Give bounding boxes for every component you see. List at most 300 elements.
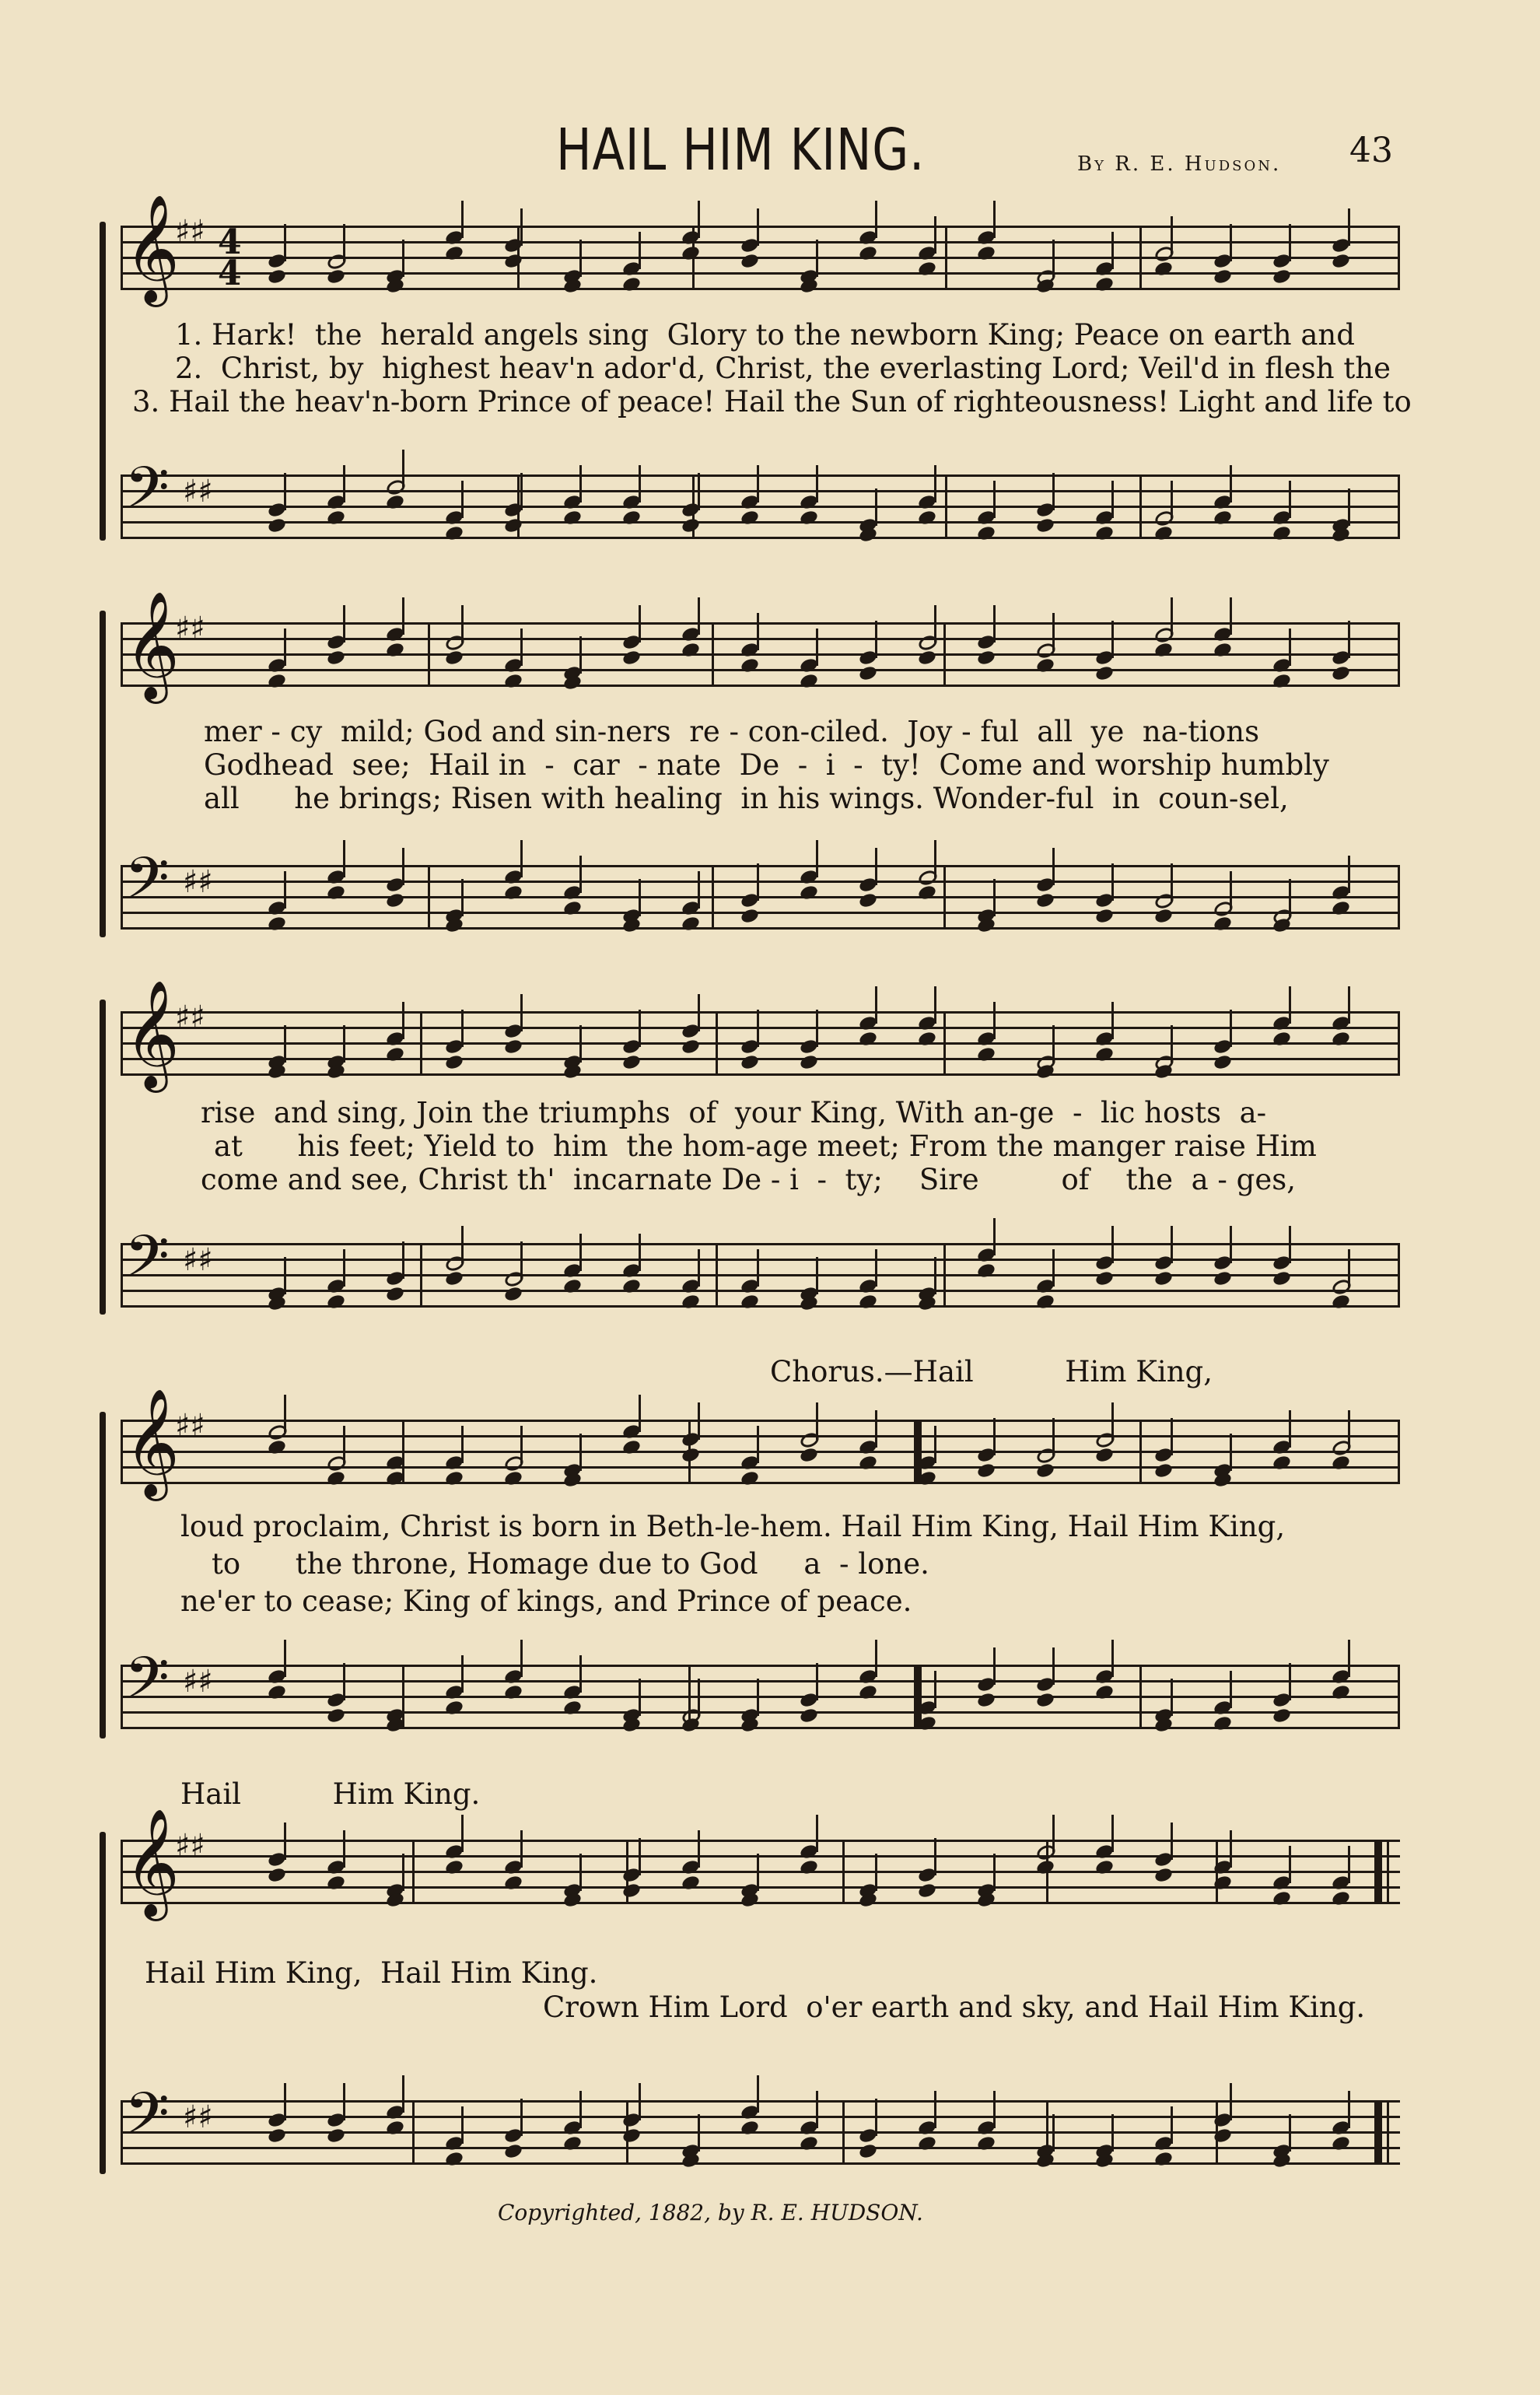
lyric-verse-2: at his feet; Yield to him the hom-age meet; From the manger raise Him: [214, 1129, 1317, 1163]
note-stem: [402, 1426, 404, 1463]
note-stem: [343, 840, 345, 877]
note-head: [326, 509, 346, 526]
note-stem: [461, 1226, 464, 1263]
note-head: [681, 1874, 701, 1891]
note-head: [917, 649, 937, 666]
note-stem: [284, 473, 286, 510]
treble-clef-icon: 𝄞: [124, 194, 180, 303]
note-stem: [520, 1640, 523, 1677]
note-stem: [757, 1249, 759, 1287]
note-head: [1272, 268, 1292, 285]
note-stem: [1289, 629, 1291, 666]
note-stem: [639, 232, 641, 269]
note-stem: [343, 605, 345, 643]
note-stem: [1230, 1010, 1232, 1047]
treble-clef-icon: 𝄞: [124, 591, 180, 699]
note-stem: [402, 2075, 404, 2113]
note-head: [1272, 1707, 1292, 1724]
note-head: [326, 1874, 346, 1891]
system-brace: [100, 1832, 106, 2174]
note-head: [1331, 2134, 1351, 2152]
system-brace: [100, 611, 106, 937]
note-head: [1331, 1454, 1351, 1471]
note-stem: [875, 2099, 877, 2136]
note-stem: [875, 488, 877, 526]
note-stem: [579, 465, 582, 502]
note-head: [562, 1699, 583, 1716]
note-stem: [520, 629, 523, 666]
note-head: [1035, 1462, 1055, 1479]
note-head: [1213, 268, 1233, 285]
note-stem: [1230, 1671, 1232, 1708]
bass-staff: [121, 454, 1400, 537]
note-stem: [1289, 1846, 1291, 1883]
note-head: [503, 2142, 523, 2159]
copyright-notice: Copyrighted, 1882, by R. E. HUDSON.: [498, 2200, 923, 2225]
note-head: [1272, 1454, 1292, 1471]
note-head: [1213, 1053, 1233, 1070]
treble-clef-icon: 𝄞: [124, 1809, 180, 1917]
note-head: [1213, 1714, 1233, 1731]
note-stem: [1230, 1830, 1232, 1868]
note-stem: [402, 597, 404, 635]
note-head: [799, 1053, 819, 1070]
note-head: [858, 2142, 878, 2159]
note-stem: [1111, 1815, 1114, 1852]
note-head: [917, 2134, 937, 2152]
note-stem: [520, 840, 523, 877]
note-stem: [1171, 481, 1173, 518]
note-head: [621, 1882, 642, 1899]
note-stem: [934, 986, 936, 1024]
note-stem: [520, 1241, 523, 1279]
note-head: [503, 516, 523, 534]
note-stem: [875, 1640, 877, 1677]
note-head: [267, 516, 287, 534]
note-stem: [284, 2083, 286, 2120]
note-head: [858, 1293, 878, 1310]
note-stem: [1230, 224, 1232, 261]
note-stem: [993, 2091, 996, 2128]
note-head: [1272, 524, 1292, 541]
note-stem: [343, 465, 345, 502]
note-stem: [875, 986, 877, 1024]
note-head: [267, 1438, 287, 1455]
note-head: [976, 1262, 996, 1279]
bass-clef-icon: 𝄢: [124, 2080, 170, 2162]
note-stem: [698, 597, 700, 635]
note-head: [267, 672, 287, 689]
note-stem: [639, 2083, 641, 2120]
note-stem: [875, 621, 877, 658]
note-head: [740, 252, 760, 269]
note-head: [1035, 1858, 1055, 1875]
note-head: [1153, 260, 1174, 277]
note-stem: [993, 1218, 996, 1255]
note-stem: [343, 1663, 345, 1700]
note-stem: [284, 1640, 286, 1677]
note-stem: [816, 1257, 818, 1294]
note-stem: [698, 1402, 700, 1440]
note-stem: [1230, 1226, 1232, 1263]
treble-staff: [121, 980, 1400, 1088]
note-stem: [1230, 2083, 1232, 2120]
note-stem: [1289, 986, 1291, 1024]
note-stem: [816, 2091, 818, 2128]
note-head: [444, 649, 464, 666]
note-head: [740, 657, 760, 674]
note-stem: [1052, 1418, 1055, 1455]
note-head: [503, 252, 523, 269]
note-stem: [1171, 1025, 1173, 1063]
chorus-label: Chorus.—Hail Him King,: [770, 1355, 1213, 1388]
note-stem: [579, 1655, 582, 1693]
note-head: [917, 509, 937, 526]
note-head: [385, 1045, 405, 1063]
note-head: [1094, 1269, 1115, 1287]
note-stem: [1052, 1815, 1055, 1852]
note-head: [1035, 516, 1055, 534]
note-stem: [579, 636, 582, 674]
note-stem: [1111, 1402, 1114, 1440]
note-head: [1153, 524, 1174, 541]
bass-clef-icon: 𝄢: [124, 1223, 170, 1304]
note-stem: [284, 224, 286, 261]
note-stem: [461, 1426, 464, 1463]
note-stem: [934, 2091, 936, 2128]
note-head: [326, 268, 346, 285]
note-head: [858, 1683, 878, 1700]
note-stem: [1052, 1025, 1055, 1063]
note-head: [444, 1269, 464, 1287]
note-stem: [934, 1838, 936, 1875]
note-stem: [1230, 597, 1232, 635]
note-stem: [1111, 1002, 1114, 1039]
note-stem: [461, 1010, 464, 1047]
key-signature-icon: ♯♯: [183, 474, 213, 509]
note-stem: [1052, 473, 1055, 510]
bass-clef-icon: 𝄢: [124, 1644, 170, 1726]
note-head: [858, 891, 878, 909]
note-stem: [934, 1257, 936, 1294]
note-stem: [461, 2106, 464, 2144]
note-stem: [579, 1854, 582, 1891]
note-head: [1094, 1858, 1115, 1875]
note-head: [1153, 641, 1174, 658]
note-stem: [757, 1426, 759, 1463]
note-stem: [875, 1410, 877, 1448]
note-stem: [402, 1241, 404, 1279]
note-stem: [816, 1010, 818, 1047]
note-stem: [639, 1234, 641, 1271]
treble-staff: [121, 591, 1400, 699]
note-stem: [1052, 613, 1055, 650]
lyric-verse-3: ne'er to cease; King of kings, and Prince of peace.: [180, 1584, 912, 1618]
note-stem: [402, 1002, 404, 1039]
note-head: [917, 1030, 937, 1047]
note-stem: [934, 605, 936, 643]
note-stem: [579, 1434, 582, 1471]
note-stem: [1230, 465, 1232, 502]
note-head: [503, 1038, 523, 1055]
note-stem: [1348, 1249, 1350, 1287]
note-head: [1035, 1293, 1055, 1310]
note-head: [976, 1691, 996, 1708]
note-stem: [1111, 232, 1114, 269]
note-head: [621, 2127, 642, 2144]
note-stem: [1289, 1410, 1291, 1448]
note-head: [1213, 641, 1233, 658]
note-head: [385, 2119, 405, 2136]
note-stem: [698, 871, 700, 909]
note-head: [681, 641, 701, 658]
note-stem: [816, 840, 818, 877]
lyric-verse-2: Godhead see; Hail in - car - nate De - i - ty! Come and worship humbly: [204, 748, 1329, 782]
note-head: [444, 1858, 464, 1875]
note-head: [326, 649, 346, 666]
note-head: [444, 1053, 464, 1070]
note-head: [740, 1053, 760, 1070]
note-stem: [1052, 848, 1055, 885]
note-head: [503, 1683, 523, 1700]
time-signature: 4 4: [218, 222, 242, 293]
note-head: [799, 884, 819, 901]
note-head: [503, 672, 523, 689]
note-head: [1272, 1889, 1292, 1907]
note-stem: [639, 1838, 641, 1875]
note-head: [1035, 657, 1055, 674]
note-head: [740, 2119, 760, 2136]
note-head: [444, 244, 464, 261]
note-stem: [1348, 1846, 1350, 1883]
note-head: [385, 1285, 405, 1302]
note-stem: [461, 879, 464, 916]
key-signature-icon: ♯♯: [175, 1000, 205, 1035]
note-head: [976, 1462, 996, 1479]
hymn-title: HAIL HIM KING.: [556, 117, 926, 184]
treble-staff: [121, 1388, 1400, 1497]
note-stem: [698, 201, 700, 238]
note-stem: [639, 1010, 641, 1047]
system-brace: [100, 1412, 106, 1738]
note-head: [326, 1469, 346, 1486]
note-head: [444, 1699, 464, 1716]
note-stem: [875, 1854, 877, 1891]
note-head: [385, 891, 405, 909]
bass-staff: [121, 1644, 1400, 1727]
note-head: [385, 493, 405, 510]
note-stem: [816, 629, 818, 666]
note-head: [740, 509, 760, 526]
note-stem: [934, 216, 936, 254]
note-head: [621, 649, 642, 666]
note-stem: [816, 465, 818, 502]
note-head: [740, 1469, 760, 1486]
note-head: [385, 641, 405, 658]
note-stem: [816, 240, 818, 277]
note-stem: [520, 1426, 523, 1463]
note-head: [562, 1277, 583, 1294]
note-head: [326, 1293, 346, 1310]
note-stem: [520, 473, 523, 510]
note-head: [681, 915, 701, 932]
note-stem: [1052, 1647, 1055, 1685]
note-stem: [757, 1679, 759, 1716]
note-stem: [993, 201, 996, 238]
note-stem: [816, 1402, 818, 1440]
note-stem: [520, 994, 523, 1031]
note-stem: [816, 1663, 818, 1700]
note-stem: [461, 481, 464, 518]
note-stem: [934, 840, 936, 877]
note-stem: [579, 1234, 582, 1271]
note-stem: [757, 613, 759, 650]
note-head: [1331, 1293, 1351, 1310]
note-head: [740, 1293, 760, 1310]
note-head: [740, 907, 760, 924]
note-head: [1094, 1446, 1115, 1463]
note-stem: [402, 1854, 404, 1891]
note-stem: [875, 201, 877, 238]
note-stem: [757, 1010, 759, 1047]
note-stem: [579, 2091, 582, 2128]
key-signature-icon: ♯♯: [175, 1408, 205, 1444]
note-stem: [698, 1830, 700, 1868]
note-head: [917, 260, 937, 277]
note-head: [858, 1454, 878, 1471]
bass-clef-icon: 𝄢: [124, 454, 170, 536]
note-head: [1213, 915, 1233, 932]
note-stem: [757, 2075, 759, 2113]
note-stem: [1348, 856, 1350, 893]
note-head: [1094, 1045, 1115, 1063]
note-stem: [1348, 488, 1350, 526]
treble-clef-icon: 𝄞: [124, 980, 180, 1088]
note-head: [1153, 1866, 1174, 1883]
note-head: [562, 509, 583, 526]
note-stem: [1348, 208, 1350, 246]
note-stem: [1289, 224, 1291, 261]
note-head: [799, 509, 819, 526]
note-head: [799, 1446, 819, 1463]
note-stem: [698, 2114, 700, 2152]
note-stem: [402, 450, 404, 487]
lyric-verse-2: 2. Christ, by highest heav'n ador'd, Christ, the everlasting Lord; Veil'd in flesh the: [175, 352, 1391, 385]
note-head: [1035, 891, 1055, 909]
note-head: [267, 268, 287, 285]
note-head: [1153, 1269, 1174, 1287]
note-stem: [461, 1815, 464, 1852]
note-stem: [639, 1395, 641, 1432]
note-stem: [284, 629, 286, 666]
note-stem: [1230, 1434, 1232, 1471]
note-stem: [1230, 871, 1232, 909]
note-head: [681, 1038, 701, 1055]
note-stem: [1348, 1640, 1350, 1677]
note-head: [326, 2127, 346, 2144]
lyric-verse-3: all he brings; Risen with healing in his wings. Wonder-ful in coun-sel,: [204, 782, 1289, 815]
note-head: [799, 1858, 819, 1875]
note-stem: [1052, 240, 1055, 277]
note-stem: [520, 2099, 523, 2136]
lyric-verse-2: to the throne, Homage due to God a - lone.: [212, 1547, 929, 1581]
bass-staff: [121, 845, 1400, 927]
note-head: [858, 244, 878, 261]
note-stem: [1348, 2091, 1350, 2128]
key-signature-icon: ♯♯: [175, 1828, 205, 1864]
lyric-verse-1: loud proclaim, Christ is born in Beth-le-hem. Hail Him King, Hail Him King,: [180, 1510, 1286, 1543]
note-head: [267, 915, 287, 932]
note-stem: [934, 465, 936, 502]
note-stem: [1348, 621, 1350, 658]
note-stem: [1171, 1226, 1173, 1263]
note-head: [621, 1277, 642, 1294]
note-stem: [1289, 879, 1291, 916]
bass-clef-icon: 𝄢: [124, 845, 170, 926]
note-head: [1094, 907, 1115, 924]
note-stem: [1111, 621, 1114, 658]
note-stem: [1171, 1679, 1173, 1716]
note-head: [1331, 1889, 1351, 1907]
key-signature-icon: ♯♯: [175, 214, 205, 250]
note-head: [976, 2134, 996, 2152]
note-head: [1331, 252, 1351, 269]
note-stem: [934, 1426, 936, 1463]
note-head: [858, 1030, 878, 1047]
note-head: [562, 2134, 583, 2152]
note-head: [503, 1469, 523, 1486]
note-stem: [993, 1854, 996, 1891]
note-stem: [284, 1395, 286, 1432]
note-head: [1094, 524, 1115, 541]
note-head: [1272, 1269, 1292, 1287]
note-stem: [875, 848, 877, 885]
note-stem: [757, 208, 759, 246]
key-signature-icon: ♯♯: [175, 611, 205, 646]
note-stem: [520, 208, 523, 246]
note-stem: [993, 605, 996, 643]
lyric-line-2: Crown Him Lord o'er earth and sky, and Hail Him King.: [543, 1991, 1366, 2024]
note-stem: [1111, 2114, 1114, 2152]
note-stem: [402, 240, 404, 277]
note-head: [1213, 509, 1233, 526]
note-stem: [1171, 1418, 1173, 1455]
key-signature-icon: ♯♯: [183, 864, 213, 900]
note-head: [1094, 664, 1115, 681]
note-head: [1331, 899, 1351, 916]
note-stem: [284, 871, 286, 909]
note-head: [444, 2150, 464, 2167]
note-head: [681, 244, 701, 261]
note-head: [1035, 1691, 1055, 1708]
note-head: [976, 1045, 996, 1063]
note-stem: [1111, 1226, 1114, 1263]
note-head: [444, 1469, 464, 1486]
note-head: [1331, 664, 1351, 681]
note-stem: [1111, 1640, 1114, 1677]
note-stem: [343, 1830, 345, 1868]
note-head: [621, 275, 642, 292]
note-stem: [343, 224, 345, 261]
lyric-line-1: Hail Him King, Hail Him King.: [145, 1956, 598, 1990]
note-stem: [461, 201, 464, 238]
note-stem: [698, 1679, 700, 1716]
note-stem: [284, 1025, 286, 1063]
note-head: [621, 1438, 642, 1455]
note-head: [1213, 1269, 1233, 1287]
note-stem: [639, 465, 641, 502]
note-stem: [343, 1426, 345, 1463]
